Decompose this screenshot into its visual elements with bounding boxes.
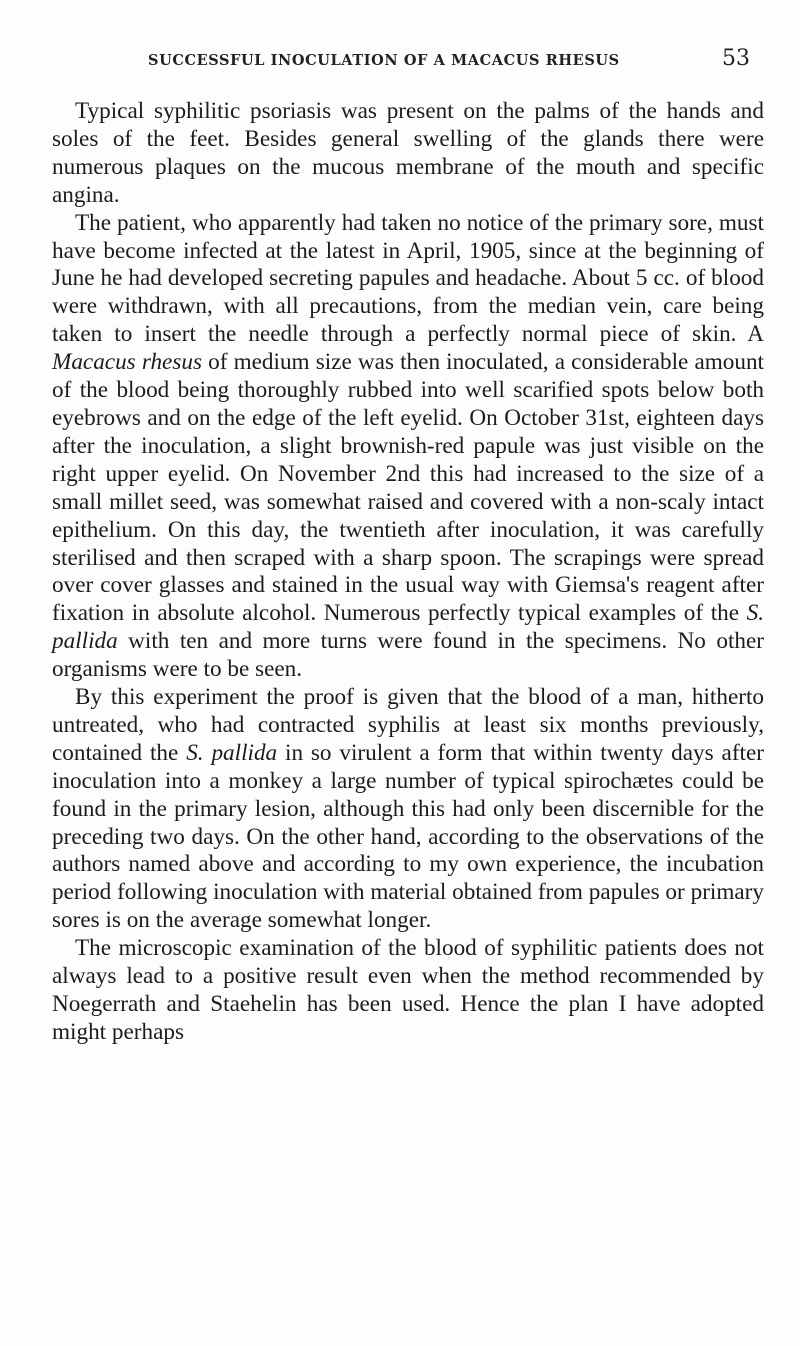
body-text xyxy=(52,98,764,1047)
text-run: Typical syphilitic psoriasis was present on the palms of the hands and soles of the feet. Besides general swelling of the glands there were numerous plaques on the mucous membrane of the mouth and specific angina. xyxy=(52,98,764,208)
text-run: The microscopic examination of the blood of syphilitic patients does not always lead to a positive result even when the method recommended by Noegerrath and Staehelin has been used. Hence the plan I have adopted might perhaps xyxy=(52,935,764,1045)
text-run: By this experiment the proof is given that the blood of a man, hitherto untreated, who had contracted syphilis at least six months previously, contained the xyxy=(52,684,764,766)
paragraph xyxy=(52,684,764,935)
text-run: of medium size was then inoculated, a considerable amount of the blood being thoroughly rubbed into well scarified spots below both eyebrows and on the edge of the left eyelid. On October 31st, eighteen days after the inoculation, a slight brownish-red papule was just visible on the right upper eyelid. On November 2nd this had increased to the size of a small millet seed, was somewhat raised and covered with a non-scaly intact epithelium. On this day, the twentieth after inoculation, it was carefully sterilised and then scraped with a sharp spoon. The scrapings were spread over cover glasses and stained in the usual way with Giemsa's reagent after fixation in absolute alcohol. Numerous perfectly typical examples of the xyxy=(52,349,764,627)
text-run: in so virulent a form that within twenty days after inoculation into a monkey a large number of typical spirochætes could be found in the primary lesion, although this had only been discernible for the preceding two days. On the other hand, according to the observations of the authors named above and according to my own experience, the incubation period following inoculation with material obtained from papules or primary sores is on the average somewhat longer. xyxy=(52,739,764,934)
paragraph xyxy=(52,98,764,210)
running-head: SUCCESSFUL INOCULATION OF A MACACUS RHESUS xyxy=(148,52,620,69)
page-number: 53 xyxy=(722,46,750,71)
species-name: S. pallida xyxy=(186,739,278,766)
paragraph xyxy=(52,935,764,1047)
species-name: S. pallida xyxy=(52,600,764,655)
text-run: with ten and more turns were found in the specimens. No other organisms were to be seen. xyxy=(52,628,764,683)
species-name: Macacus rhesus xyxy=(52,349,202,376)
paragraph xyxy=(52,210,764,684)
text-run: The patient, who apparently had taken no notice of the primary sore, must have become infected at the latest in April, 1905, since at the beginning of June he had developed secreting papules and headache. About 5 cc. of blood were withdrawn, with all precautions, from the median vein, care being taken to insert the needle through a perfectly normal piece of skin. A xyxy=(52,209,764,348)
